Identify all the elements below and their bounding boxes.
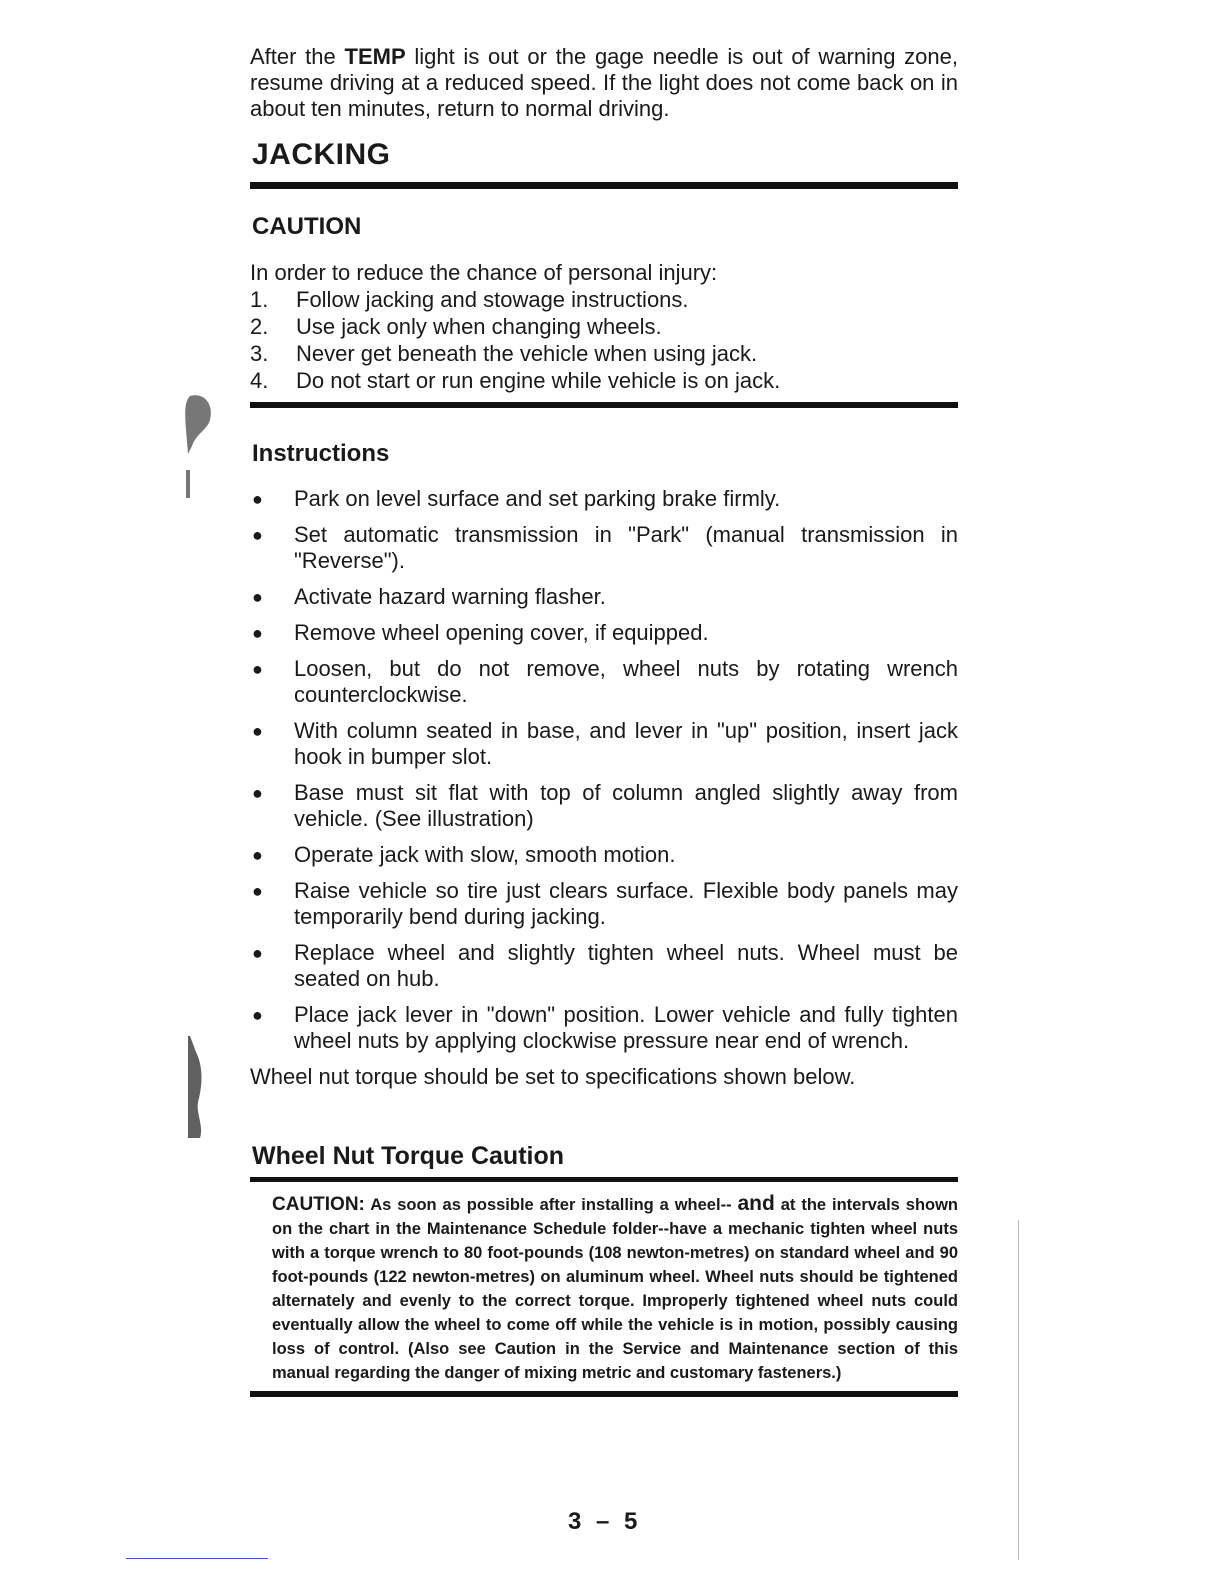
caution-lead: In order to reduce the chance of personal injury: [250,260,718,285]
torque-caution-label: CAUTION: [272,1194,365,1215]
instruction-text: Raise vehicle so tire just clears surface. Flexible body panels may temporarily bend during jacking. [294,878,958,929]
caution-item-text: Follow jacking and stowage instructions. [296,287,689,312]
instruction-text: Replace wheel and slightly tighten wheel nuts. Wheel must be seated on hub. [294,940,958,991]
caution-list [250,286,958,394]
caution-item [250,313,958,340]
instruction-text: Place jack lever in "down" position. Lower vehicle and fully tighten wheel nuts by applying clockwise pressure near end of wrench. [294,1002,958,1053]
instruction-item [250,780,958,832]
instruction-item [250,584,958,610]
footer-underline [126,1558,268,1559]
bullet-icon: ● [252,783,263,803]
instruction-item [250,522,958,574]
bullet-icon: ● [252,489,263,509]
temp-label: TEMP [344,44,406,69]
caution-divider [250,402,958,408]
bullet-icon: ● [252,659,263,679]
instruction-text: Set automatic transmission in "Park" (manual transmission in "Reverse"). [294,522,958,573]
instruction-text: Operate jack with slow, smooth motion. [294,842,676,867]
torque-heading: Wheel Nut Torque Caution [252,1142,565,1170]
instruction-item [250,486,958,512]
instruction-text: Park on level surface and set parking brake firmly. [294,486,781,511]
caution-item-text: Do not start or run engine while vehicle is on jack. [296,368,781,393]
caution-item-number: 3. [250,341,269,366]
instruction-item [250,718,958,770]
caution-item [250,367,958,394]
torque-divider-bottom [250,1391,958,1397]
instruction-list [250,486,958,1054]
scan-artifact-top [180,390,230,510]
scan-artifact-bottom [182,1032,222,1142]
page-number: 3 – 5 [568,1508,642,1535]
torque-note: Wheel nut torque should be set to specifications shown below. [250,1064,856,1089]
bullet-icon: ● [252,525,263,545]
bullet-icon: ● [252,587,263,607]
bullet-icon: ● [252,881,263,901]
caution-item-number: 4. [250,368,269,393]
caution-item [250,286,958,313]
instruction-item [250,1002,958,1054]
instruction-text: Loosen, but do not remove, wheel nuts by rotating wrench counterclockwise. [294,656,958,707]
torque-divider-top [250,1177,958,1182]
instructions-heading: Instructions [252,440,390,467]
instruction-item [250,878,958,930]
instruction-text: Remove wheel opening cover, if equipped. [294,620,709,645]
bullet-icon: ● [252,845,263,865]
section-divider [250,182,958,189]
bullet-icon: ● [252,1005,263,1025]
instruction-item [250,842,958,868]
bullet-icon: ● [252,943,263,963]
caution-item-number: 1. [250,287,269,312]
instruction-text: Activate hazard warning flasher. [294,584,606,609]
bullet-icon: ● [252,721,263,741]
caution-item-text: Never get beneath the vehicle when using jack. [296,341,758,366]
caution-item-text: Use jack only when changing wheels. [296,314,662,339]
instruction-item [250,656,958,708]
caution-heading: CAUTION [252,213,362,240]
instruction-text: Base must sit flat with top of column angled slightly away from vehicle. (See illustration) [294,780,958,831]
instruction-item [250,620,958,646]
torque-emphasis: and [737,1192,775,1215]
scan-edge-line [1018,1220,1019,1560]
section-title-jacking: JACKING [252,138,391,171]
instruction-item [250,940,958,992]
manual-page [250,44,958,1397]
caution-item [250,340,958,367]
intro-paragraph: After the TEMP light is out or the gage needle is out of warning zone, resume driving at a reduced speed. If the light does not come back on in about ten minutes, return to normal driving. [250,44,958,121]
torque-caution-text: CAUTION: As soon as possible after installing a wheel-- and at the intervals shown on the chart in the Maintenance Schedule folder--have a mechanic tighten wheel nuts with a torque wrench to 80 foot-pounds (108 newton-metres) on standard wheel and 90 foot-pounds (122 newton-metres) on aluminum wheel. Wheel nuts should be tightened alternately and evenly to the correct torque. Improperly tightened wheel nuts could eventually allow the wheel to come off while the vehicle is in motion, possibly causing loss of control. (Also see Caution in the Service and Maintenance section of this manual regarding the danger of mixing metric and customary fasteners.) [272,1192,959,1382]
bullet-icon: ● [252,623,263,643]
instruction-text: With column seated in base, and lever in "up" position, insert jack hook in bumper slot. [294,718,958,769]
caution-item-number: 2. [250,314,269,339]
